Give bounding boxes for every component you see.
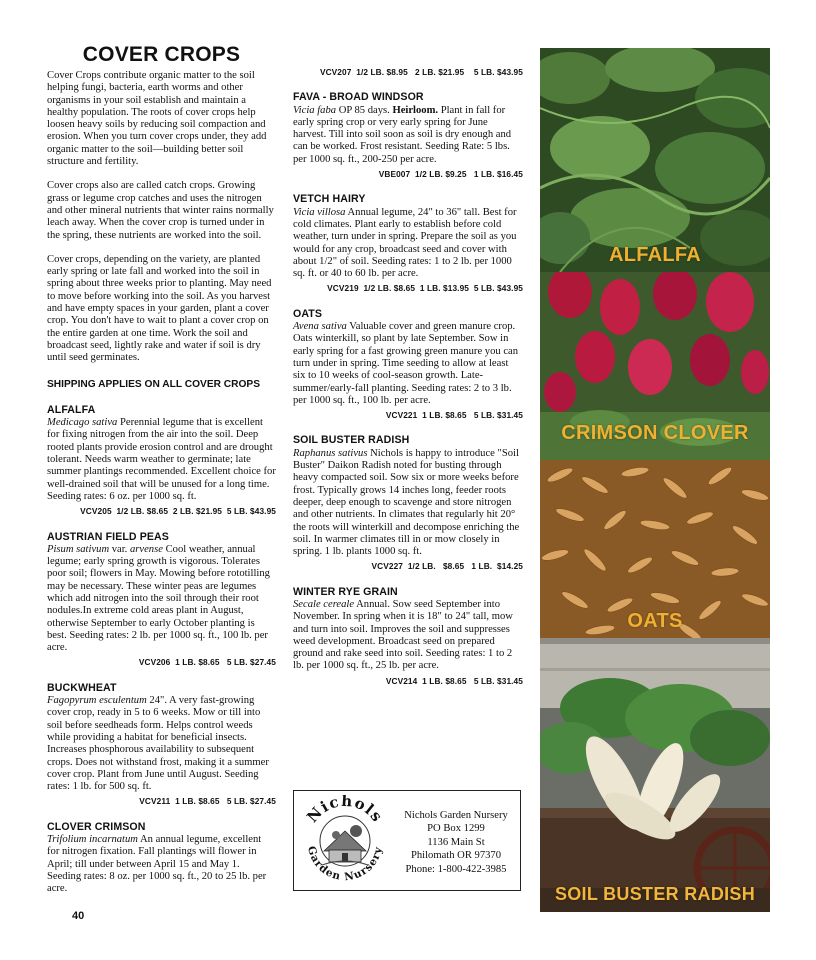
price-line: VBE007 1/2 LB. $9.25 1 LB. $16.45 (378, 169, 523, 180)
scientific-name: Medicago sativa (47, 417, 118, 429)
description-text: An annual legume, excellent for nitrogen fixation. Fall plantings will flower in April; till under between April 15 and May 1. Seeding rates: 8 oz. per 1000 sq. ft., 20 to 25 lb. per acre. (47, 834, 267, 895)
product-alfalfa (47, 404, 276, 518)
product-description (293, 321, 523, 407)
description-text: OP 85 days. (336, 104, 393, 116)
company-address (394, 809, 518, 876)
description-text: Annual legume, 24" to 36" tall. Best for cold climates. Plant early to establish before cold weather, turn under in spring. Prepare the soil as you would for any crop, broadcast seed and cover with about 1/2" of soil. Seeding rates: 1 to 2 lb. per 1000 sq. ft. or 40 to 60 lb. per acre. (293, 206, 517, 280)
price-line: VCV206 1 LB. $8.65 5 LB. $27.45 (138, 657, 276, 668)
product-winter-rye (293, 586, 523, 687)
product-heading: FAVA - BROAD WINDSOR (293, 91, 424, 104)
scientific-name: Vicia faba (293, 104, 337, 116)
scientific-name-variety: arvense (129, 543, 163, 555)
company-name: Nichols Garden Nursery (404, 810, 508, 821)
heirloom-label: Heirloom. (392, 104, 439, 116)
caption-oats: OATS (627, 610, 683, 632)
product-description (293, 599, 523, 673)
middle-column (293, 46, 523, 687)
price-line: VCV205 1/2 LB. $8.65 2 LB. $21.95 5 LB. $43.95 (80, 506, 276, 517)
company-info-box (293, 790, 521, 891)
nichols-logo (300, 795, 390, 887)
logo-bottom-text: Garden Nursery (304, 845, 385, 884)
photo-crimson-clover (540, 272, 770, 460)
scientific-name: Avena sativa (293, 321, 347, 333)
price-line: VCV219 1/2 LB. $8.65 1 LB. $13.95 5 LB. $43.95 (327, 283, 523, 294)
radish-image (540, 638, 770, 912)
product-soil-buster-radish (293, 434, 523, 572)
caption-soil-buster-radish: SOIL BUSTER RADISH (554, 884, 756, 904)
description-text: Valuable cover and green manure crop. Oats winterkill, so plant by late September. Sow in early spring for a fast growing green manure you can turn under in spring. Time seeding to allow at least six to 10 weeks of cool-season growth. Late-summer/early-fall planting. Seeding rates: 2 to 3 lb. per 1000 sq. ft., 100 lb. per acre. (293, 321, 519, 406)
page-number: 40 (72, 910, 85, 922)
product-heading: VETCH HAIRY (293, 193, 366, 206)
left-column (47, 40, 276, 896)
price-line-clover: VCV207 1/2 LB. $8.95 2 LB. $21.95 5 LB. $43.95 (319, 67, 523, 77)
product-austrian-field-peas (47, 531, 276, 669)
po-box: PO Box 1299 (427, 823, 485, 835)
scientific-name: Fagopyrum esculentum (47, 695, 147, 707)
intro-paragraph-2: Cover crops also are called catch crops. Growing grass or legume crop catches and uses the nitrogen and other mineral nutrients that winter rains normally leach away. When the cover crop is turned under in the spring, these nutrients are worked into the soil. (47, 180, 274, 241)
phone-number: Phone: 1-800-422-3985 (405, 863, 507, 875)
variety-word: var. (109, 543, 130, 555)
alfalfa-image (540, 48, 770, 272)
product-heading: WINTER RYE GRAIN (293, 585, 398, 598)
product-heading: AUSTRIAN FIELD PEAS (47, 530, 169, 543)
scientific-name: Pisum sativum (47, 543, 110, 555)
scientific-name: Trifolium incarnatum (47, 834, 138, 846)
street-address: 1136 Main St (427, 836, 485, 848)
product-heading: ALFALFA (47, 403, 96, 416)
caption-alfalfa: ALFALFA (608, 244, 702, 266)
product-description (47, 544, 276, 655)
product-description (47, 834, 276, 895)
logo-top-text: Nichols (303, 795, 387, 827)
product-vetch (293, 193, 523, 294)
product-description (47, 695, 276, 793)
intro-paragraph-3: Cover crops, depending on the variety, are planted early spring or late fall and worked into the soil in spring about three weeks prior to planting. May need to move before working into the soil. As you harvest and have empty spaces in your garden, plant a cover crop. You don't have to wait to plant a cover crop on the entire garden at one time. Work the soil and broadcast seed, lightly rake and water if soil is dry until seed germinates. (47, 253, 272, 364)
product-clover-crimson (47, 821, 276, 896)
product-description (293, 448, 523, 559)
description-text: Cool weather, annual legume; early spring growth is vigorous. Tolerates poor soil; flowers in May. Mowing before rototilling may be necessary. These winter peas are legumes which add nitrogen into the soil through their root nodules.In extreme cold areas plant in August, otherwise September to early October planting is best. Seeding rates: 2 lb. per 1000 sq. ft., 100 lb. per acre. (47, 543, 270, 654)
description-text: Plant in fall for early spring crop or very early spring for June harvest. Till into soil soon as soil is dry enough and can be worked. Frost resistant. Seeding Rate: 5 lbs. per 1000 sq. ft., 200-250 per acre. (293, 104, 512, 165)
description-text: Nichols is happy to introduce "Soil Buster" Daikon Radish noted for busting through heavy compacted soil. Sow six or more weeks before frost. Typically grows 14 inches long, feeder roots deeper, deep enough to scavenge and store nitrogen and other nutrients. In climates that regularly hit 20° the roots will winterkill and decompose enriching the soil. In warmer climates till in or mow closely in spring. 1 lb. plants 1000 sq. ft. (293, 447, 520, 558)
scientific-name: Vicia villosa (293, 206, 346, 218)
price-line: VCV211 1 LB. $8.65 5 LB. $27.45 (139, 796, 276, 807)
caption-crimson-clover: CRIMSON CLOVER (561, 422, 749, 444)
photo-soil-buster-radish (540, 638, 770, 912)
product-description (47, 417, 276, 503)
product-fava (293, 91, 523, 180)
scientific-name: Secale cereale (293, 598, 355, 610)
description-text: 24". A very fast-growing cover crop, ready in 5 to 6 weeks. Mow or till into soil before seedheads form. Helps control weeds while providing a habitat for beneficial insects. Increases phosphorous availability to subsequent crops. Does not withstand frost, making it a summer cover crop. Plant from June until August. Seeding rates: 1 lb. for 500 sq. ft. (47, 695, 269, 793)
product-heading: OATS (293, 307, 323, 320)
price-line: VCV221 1 LB. $8.65 5 LB. $31.45 (385, 410, 523, 421)
product-heading: CLOVER CRIMSON (47, 820, 146, 833)
price-line: VCV214 1 LB. $8.65 5 LB. $31.45 (385, 675, 523, 686)
description-text: Perennial legume that is excellent for fixing nitrogen from the air into the soil. Deep rooted plants provide erosion control and are drought tolerant. Needs warm weather to germinate; late summer plantings recommended. Excellent choice for well-drained soil that will be unused for a long time. Seeding rates: 6 oz. per 1000 sq. ft. (47, 417, 276, 502)
product-description (293, 207, 523, 281)
photo-alfalfa (540, 48, 770, 272)
product-buckwheat (47, 682, 276, 808)
description-text: Annual. Sow seed September into November. In spring when it is 18" to 24" tall, mow and turn into soil. Improves the soil and suppresses weed development. Broadcast seed on prepared ground and rake seed into soil. Seeding rates: 1 to 2 lb. per 1000 sq. ft., 25 lb. per acre. (293, 598, 513, 672)
product-oats (293, 308, 523, 422)
product-heading: BUCKWHEAT (47, 681, 117, 694)
scientific-name: Raphanus sativus (293, 447, 368, 459)
product-description (293, 105, 523, 166)
city-state-zip: Philomath OR 97370 (410, 850, 502, 862)
price-line: VCV227 1/2 LB. $8.65 1 LB. $14.25 (371, 561, 523, 572)
intro-paragraph-1: Cover Crops contribute organic matter to the soil helping fungi, bacteria, earth worms and other organisms in your soil establish and maintain a healthy population. The roots of cover crops help loosen heavy soils by reducing soil compaction and erosion. When you turn cover crops under, they add organic matter to the soil—building better soil structure and fertility. (47, 70, 267, 168)
page-title: COVER CROPS (82, 43, 241, 66)
shipping-note: SHIPPING APPLIES ON ALL COVER CROPS (47, 378, 261, 390)
photo-oats (540, 460, 770, 638)
product-heading: SOIL BUSTER RADISH (293, 434, 410, 447)
